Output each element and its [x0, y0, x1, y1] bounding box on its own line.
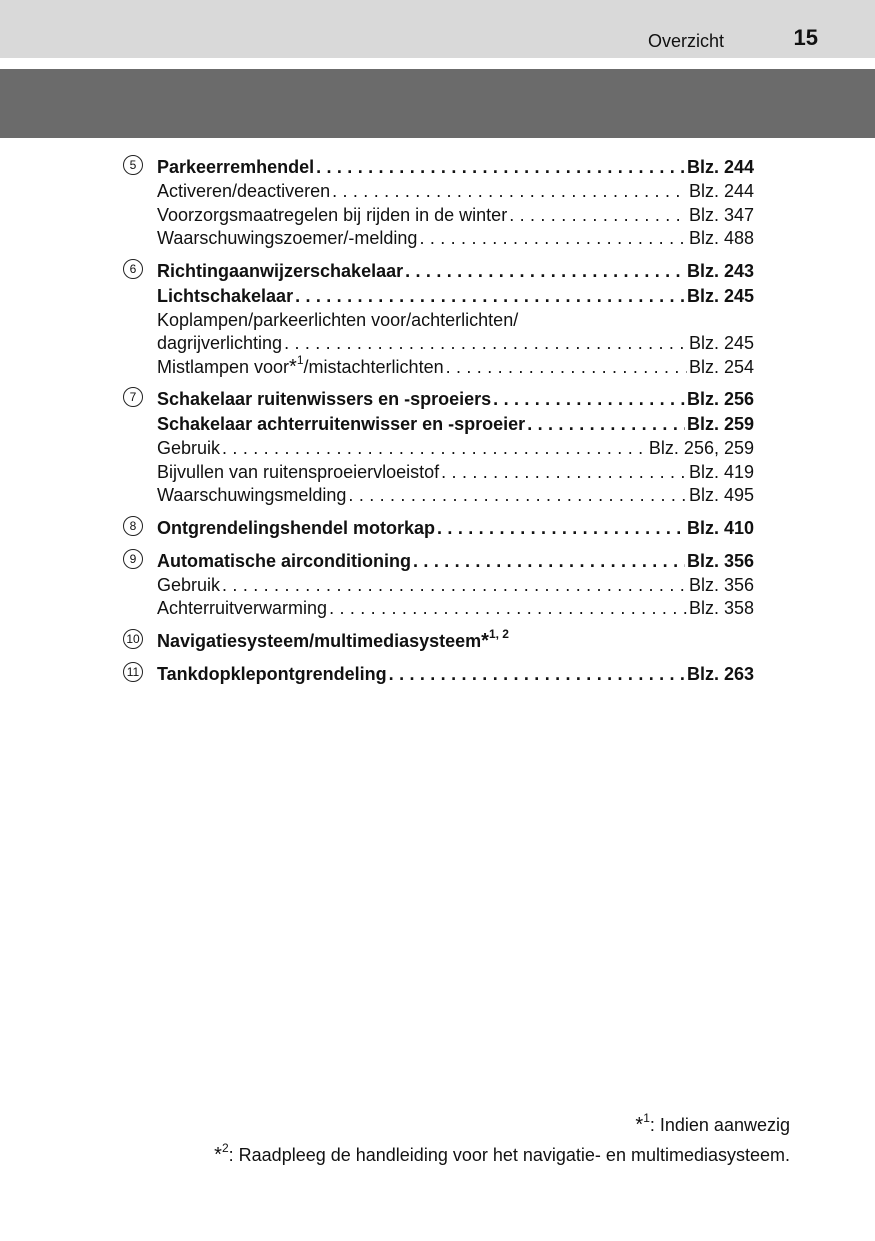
toc-entry[interactable]: [157, 461, 754, 485]
dot-leader: [527, 412, 685, 437]
footnote-text: : Indien aanwezig: [649, 1115, 790, 1135]
entry-label-text: Bijvullen van ruitensproeiervloeistof: [157, 461, 440, 482]
dot-leader: [437, 516, 685, 541]
dot-leader: [222, 437, 647, 461]
page-reference: Blz. 358: [688, 598, 754, 618]
entry-label-text: dagrijverlichting: [157, 333, 283, 353]
entry-label: [157, 437, 220, 461]
entry-label-text: Parkeerremhendel: [157, 157, 315, 177]
entry-label-text: Lichtschakelaar: [157, 285, 294, 306]
toc-group: [123, 626, 754, 654]
footnote-number: 1: [643, 1111, 650, 1125]
dot-leader: [389, 662, 685, 687]
entry-label-text: Tankdopklepontgrendeling: [157, 663, 387, 684]
page-reference: Blz. 419: [688, 461, 754, 482]
entry-label: [157, 155, 314, 180]
dot-leader: [332, 180, 687, 204]
toc-entry[interactable]: [157, 662, 754, 687]
toc-entry[interactable]: [157, 549, 754, 574]
item-number-badge: 10: [123, 629, 143, 649]
toc-entry[interactable]: [157, 180, 754, 204]
toc-entry[interactable]: [157, 387, 754, 412]
footnotes: [214, 1110, 790, 1170]
page-reference: Blz. 245: [688, 333, 754, 353]
entry-label: [157, 662, 387, 687]
toc-entry[interactable]: [157, 437, 754, 461]
dot-leader: [441, 461, 687, 485]
page-reference: Blz. 256, 259: [648, 438, 754, 458]
toc-entry[interactable]: [157, 574, 754, 598]
illustration-band: [0, 69, 875, 138]
entry-label: [157, 597, 327, 621]
footnote-ref: 1, 2: [488, 626, 509, 641]
toc-entry[interactable]: [157, 626, 754, 654]
entry-label-text: Voorzorgsmaatregelen bij rijden in de winter: [157, 204, 508, 225]
entry-label-text: Automatische airconditioning: [157, 550, 412, 571]
item-number-badge: 5: [123, 155, 143, 175]
toc-group: [123, 155, 754, 251]
footnote-marker: *: [289, 355, 297, 378]
page-reference: Blz. 259: [686, 414, 754, 434]
dot-leader: [413, 549, 685, 574]
toc-entry[interactable]: [157, 352, 754, 380]
page-reference: Blz. 256: [686, 389, 754, 409]
entry-label-suffix: /mistachterlichten: [303, 356, 444, 377]
entry-label: [157, 332, 282, 356]
footnote-number: 2: [221, 1141, 229, 1155]
entry-label-text: Ontgrendelingshendel motorkap: [157, 517, 436, 538]
toc-group: [123, 387, 754, 508]
dot-leader: [509, 204, 687, 228]
page-reference: Blz. 347: [688, 204, 754, 225]
entry-label: [157, 259, 403, 284]
toc-group: [123, 662, 754, 687]
toc-entry[interactable]: [157, 155, 754, 180]
dot-leader: [493, 387, 685, 412]
toc-entry[interactable]: [157, 597, 754, 621]
section-title: Overzicht: [647, 31, 724, 51]
page-reference: Blz. 495: [688, 485, 754, 505]
entry-label: [157, 516, 435, 541]
dot-leader: [295, 284, 685, 309]
footnote-line: [214, 1140, 790, 1170]
entry-label-text: Waarschuwingsmelding: [157, 485, 347, 505]
entry-label: [157, 549, 411, 574]
entry-label: [157, 284, 293, 309]
item-number-badge: 11: [123, 662, 143, 682]
item-number-badge: 6: [123, 259, 143, 279]
toc-entry[interactable]: [157, 516, 754, 541]
dot-leader: [284, 332, 687, 356]
entry-label-text: Gebruik: [157, 438, 221, 458]
item-number-badge: 9: [123, 549, 143, 569]
entry-label: [157, 387, 491, 412]
entry-label: [157, 180, 330, 204]
page-header: [0, 0, 875, 58]
entry-label: [157, 412, 525, 437]
toc-group: [123, 549, 754, 621]
footnote-marker: *: [214, 1144, 222, 1166]
entry-label-text: Schakelaar achterruitenwisser en -sproeier: [157, 414, 526, 434]
page-reference: Blz. 244: [686, 157, 754, 177]
dot-leader: [329, 597, 687, 621]
entry-label: [157, 574, 220, 598]
entry-label-text: Koplampen/parkeerlichten voor/achterlichten/: [157, 309, 519, 330]
toc-entry[interactable]: [157, 227, 754, 251]
item-number-badge: 8: [123, 516, 143, 536]
entry-label-text: Navigatiesysteem/multimediasysteem: [157, 630, 482, 651]
toc-entry[interactable]: [157, 259, 754, 284]
footnote-text: : Raadpleeg de handleiding voor het navigatie- en multimediasysteem.: [228, 1145, 790, 1165]
page-reference: Blz. 243: [686, 260, 754, 281]
toc-entry[interactable]: [157, 309, 754, 333]
dot-leader: [446, 356, 687, 380]
toc-group: [123, 259, 754, 380]
page-reference: Blz. 245: [686, 285, 754, 306]
entry-label-text: Schakelaar ruitenwissers en -sproeiers: [157, 389, 492, 409]
footnote-line: [214, 1110, 790, 1140]
entry-label: [157, 227, 417, 251]
page-reference: Blz. 356: [686, 550, 754, 571]
entry-label-text: Gebruik: [157, 574, 221, 595]
entry-label-text: Mistlampen voor: [157, 356, 290, 377]
toc-entry[interactable]: [157, 332, 754, 356]
entry-label: [157, 626, 509, 652]
dot-leader: [419, 227, 687, 251]
entry-label-text: Waarschuwingszoemer/-melding: [157, 228, 418, 248]
entry-label: [157, 310, 518, 330]
toc-entry[interactable]: [157, 284, 754, 309]
dot-leader: [348, 484, 687, 508]
toc-list: [123, 155, 754, 695]
entry-label: [157, 352, 444, 380]
entry-label: [157, 204, 507, 228]
footnote-ref: 1: [296, 352, 304, 367]
dot-leader: [405, 259, 685, 284]
entry-label-text: Activeren/deactiveren: [157, 181, 331, 201]
entry-label: [157, 461, 439, 485]
dot-leader: [316, 155, 685, 180]
page-reference: Blz. 488: [688, 228, 754, 248]
page-number: 15: [793, 25, 818, 50]
page-reference: Blz. 410: [686, 517, 754, 538]
entry-label: [157, 484, 346, 508]
entry-label-text: Achterruitverwarming: [157, 598, 328, 618]
page-reference: Blz. 356: [688, 574, 754, 595]
toc-entry[interactable]: [157, 412, 754, 437]
page-reference: Blz. 254: [688, 356, 754, 377]
toc-group: [123, 516, 754, 541]
dot-leader: [222, 574, 687, 598]
page-reference: Blz. 244: [688, 181, 754, 201]
footnote-marker: *: [635, 1114, 644, 1136]
toc-entry[interactable]: [157, 204, 754, 228]
footnote-marker: *: [481, 629, 489, 652]
page-reference: Blz. 263: [686, 663, 754, 684]
entry-label-text: Richtingaanwijzerschakelaar: [157, 260, 404, 281]
toc-entry[interactable]: [157, 484, 754, 508]
item-number-badge: 7: [123, 387, 143, 407]
